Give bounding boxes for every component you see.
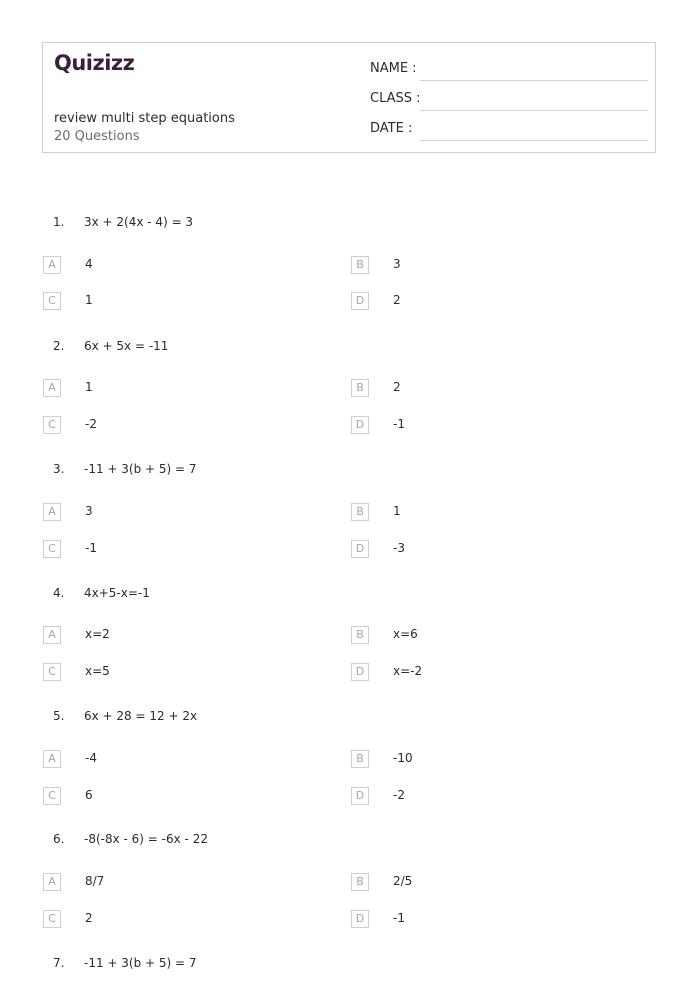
question-number: 1.	[53, 215, 65, 229]
option-text: -1	[393, 417, 405, 431]
question-7	[0, 956, 700, 976]
option-letter-box: D	[351, 663, 369, 681]
question-text: -11 + 3(b + 5) = 7	[84, 956, 197, 970]
option-letter-box: D	[351, 416, 369, 434]
option-text: -10	[393, 751, 413, 765]
question-text: 3x + 2(4x - 4) = 3	[84, 215, 194, 229]
option-a[interactable]	[43, 379, 293, 399]
question-number: 3.	[53, 462, 65, 476]
option-text: 2	[85, 911, 93, 925]
question-number: 5.	[53, 709, 65, 723]
name-field[interactable]	[370, 61, 648, 81]
date-line[interactable]	[420, 140, 648, 141]
question-text: -8(-8x - 6) = -6x - 22	[84, 832, 208, 846]
option-a[interactable]	[43, 256, 293, 276]
question-number: 7.	[53, 956, 65, 970]
option-letter-box: B	[351, 256, 369, 274]
worksheet-title: review multi step equations	[54, 111, 235, 126]
question-3	[0, 462, 700, 482]
option-b[interactable]	[351, 750, 601, 770]
question-number: 4.	[53, 586, 65, 600]
option-letter-box: C	[43, 540, 61, 558]
question-2	[0, 339, 700, 359]
option-text: -3	[393, 541, 405, 555]
option-letter-box: A	[43, 379, 61, 397]
option-letter-box: B	[351, 503, 369, 521]
option-text: -4	[85, 751, 97, 765]
option-d[interactable]	[351, 787, 601, 807]
question-5	[0, 709, 700, 729]
class-field[interactable]	[370, 91, 648, 111]
question-text: 6x + 28 = 12 + 2x	[84, 709, 198, 723]
option-d[interactable]	[351, 663, 601, 683]
option-c[interactable]	[43, 910, 293, 930]
option-text: -1	[85, 541, 97, 555]
option-c[interactable]	[43, 540, 293, 560]
option-d[interactable]	[351, 416, 601, 436]
worksheet-header	[42, 42, 656, 153]
option-letter-box: A	[43, 256, 61, 274]
option-letter-box: C	[43, 416, 61, 434]
option-d[interactable]	[351, 540, 601, 560]
option-text: 8/7	[85, 874, 105, 888]
option-b[interactable]	[351, 379, 601, 399]
option-letter-box: C	[43, 787, 61, 805]
option-d[interactable]	[351, 292, 601, 312]
name-label: NAME :	[370, 61, 417, 76]
name-line[interactable]	[420, 80, 648, 81]
option-letter-box: B	[351, 873, 369, 891]
option-text: -2	[85, 417, 97, 431]
option-text: 6	[85, 788, 93, 802]
option-letter-box: C	[43, 292, 61, 310]
class-line[interactable]	[420, 110, 648, 111]
option-text: 1	[85, 380, 93, 394]
option-text: -1	[393, 911, 405, 925]
question-6	[0, 832, 700, 852]
option-d[interactable]	[351, 910, 601, 930]
option-c[interactable]	[43, 663, 293, 683]
question-number: 6.	[53, 832, 65, 846]
question-count: 20 Questions	[54, 129, 140, 144]
option-text: x=5	[85, 664, 110, 678]
option-text: x=2	[85, 627, 110, 641]
class-label: CLASS :	[370, 91, 421, 106]
option-letter-box: A	[43, 750, 61, 768]
option-letter-box: A	[43, 626, 61, 644]
option-letter-box: D	[351, 787, 369, 805]
date-label: DATE :	[370, 121, 413, 136]
option-b[interactable]	[351, 256, 601, 276]
option-text: 2/5	[393, 874, 413, 888]
option-text: 1	[85, 293, 93, 307]
option-b[interactable]	[351, 503, 601, 523]
option-text: -2	[393, 788, 405, 802]
question-text: 6x + 5x = -11	[84, 339, 169, 353]
option-text: 3	[393, 257, 401, 271]
quizizz-logo: Quizizz	[54, 51, 135, 75]
option-a[interactable]	[43, 750, 293, 770]
option-c[interactable]	[43, 416, 293, 436]
option-text: x=6	[393, 627, 418, 641]
option-a[interactable]	[43, 873, 293, 893]
option-letter-box: D	[351, 910, 369, 928]
option-letter-box: B	[351, 379, 369, 397]
option-letter-box: A	[43, 873, 61, 891]
option-text: 1	[393, 504, 401, 518]
option-text: 2	[393, 293, 401, 307]
option-letter-box: B	[351, 626, 369, 644]
option-c[interactable]	[43, 292, 293, 312]
option-text: x=-2	[393, 664, 423, 678]
option-letter-box: D	[351, 540, 369, 558]
question-text: 4x+5-x=-1	[84, 586, 150, 600]
option-a[interactable]	[43, 626, 293, 646]
option-b[interactable]	[351, 626, 601, 646]
option-letter-box: C	[43, 663, 61, 681]
option-letter-box: A	[43, 503, 61, 521]
question-4	[0, 586, 700, 606]
option-text: 2	[393, 380, 401, 394]
question-number: 2.	[53, 339, 65, 353]
option-letter-box: B	[351, 750, 369, 768]
option-text: 4	[85, 257, 93, 271]
option-b[interactable]	[351, 873, 601, 893]
date-field[interactable]	[370, 121, 648, 141]
option-c[interactable]	[43, 787, 293, 807]
option-text: 3	[85, 504, 93, 518]
option-letter-box: D	[351, 292, 369, 310]
option-a[interactable]	[43, 503, 293, 523]
question-1	[0, 215, 700, 235]
option-letter-box: C	[43, 910, 61, 928]
question-text: -11 + 3(b + 5) = 7	[84, 462, 197, 476]
